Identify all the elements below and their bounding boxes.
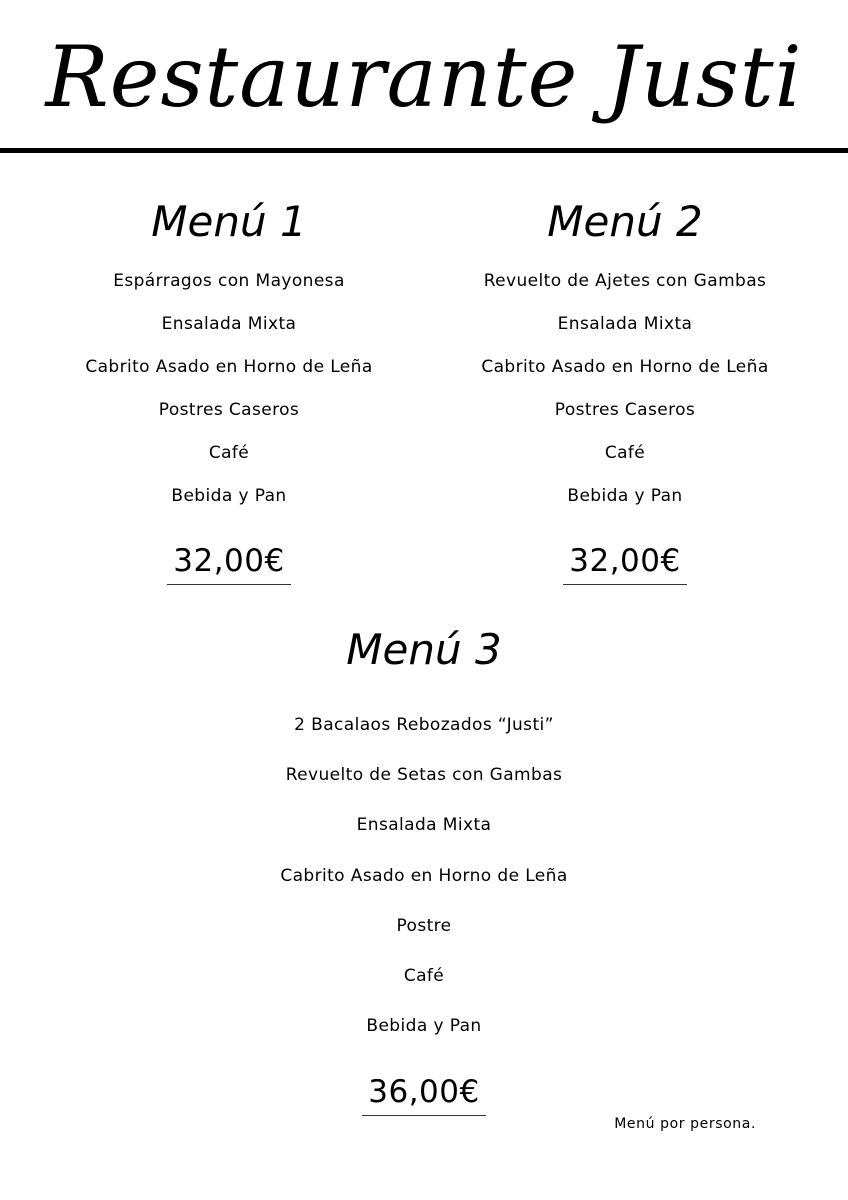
menu-item: Cabrito Asado en Horno de Leña: [481, 357, 769, 377]
menu-item: Ensalada Mixta: [161, 314, 297, 334]
title-divider: [0, 148, 848, 153]
menu-2-title: Menú 2: [547, 197, 703, 246]
menu-item: Espárragos con Mayonesa: [113, 271, 345, 291]
menu-item: Café: [208, 443, 250, 463]
menu-item: Café: [403, 965, 445, 986]
menu-item: Cabrito Asado en Horno de Leña: [280, 865, 568, 886]
menu-item: Postre: [396, 915, 452, 936]
footnote: Menú por persona.: [614, 1116, 756, 1132]
menu-item: Bebida y Pan: [171, 486, 287, 506]
menu-item: Revuelto de Ajetes con Gambas: [483, 271, 767, 291]
menu-item: Postres Caseros: [158, 400, 300, 420]
menu-item: Cabrito Asado en Horno de Leña: [85, 357, 373, 377]
page-title: Restaurante Justi: [45, 28, 803, 126]
menu-1-items: [30, 260, 428, 518]
menu-item: Ensalada Mixta: [356, 815, 492, 836]
menu-item: Revuelto de Setas con Gambas: [285, 765, 563, 786]
menu-3-items: [225, 700, 623, 1051]
menu-1: [30, 194, 428, 585]
menu-item: 2 Bacalaos Rebozados “Justi”: [294, 715, 554, 735]
menu-item: Bebida y Pan: [366, 1016, 482, 1037]
menu-2-items: [426, 260, 824, 518]
menu-item: Postres Caseros: [554, 400, 696, 420]
menu-2-price: 32,00€: [563, 540, 686, 585]
menu-1-title: Menú 1: [151, 197, 307, 246]
menu-2: [426, 194, 824, 585]
menu-3-title: Menú 3: [346, 625, 502, 674]
menu-3: [225, 622, 623, 1116]
menu-1-price: 32,00€: [167, 540, 290, 585]
menu-item: Café: [604, 443, 646, 463]
menu-item: Ensalada Mixta: [557, 314, 693, 334]
menu-item: Bebida y Pan: [567, 486, 683, 506]
menu-3-price: 36,00€: [362, 1071, 485, 1116]
